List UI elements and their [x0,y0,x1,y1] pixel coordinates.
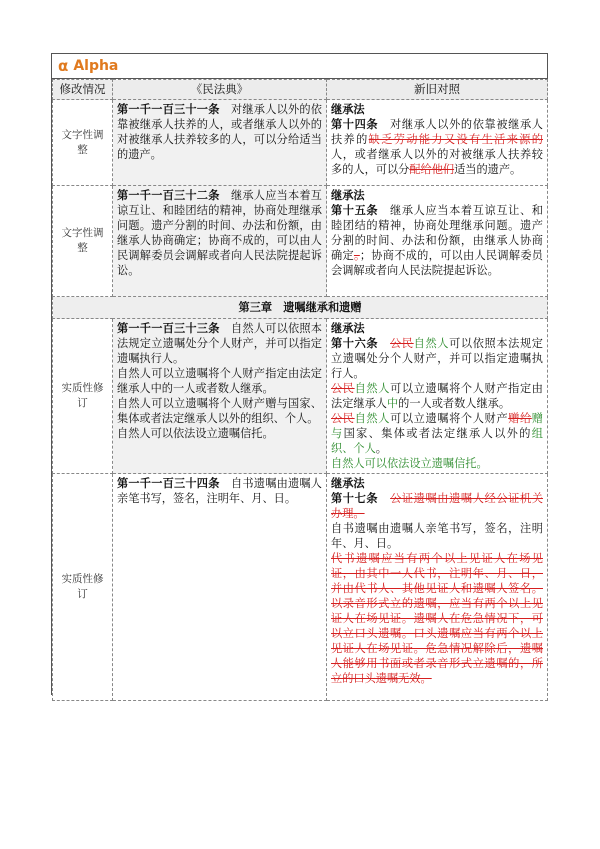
deleted-text: 配给他们 [409,163,455,176]
article-text: 自书遗嘱由遗嘱人亲笔书写，签名，注明年、月、日。 [331,522,543,550]
article-number: 第十四条 [331,117,379,131]
law-name: 继承法 [331,102,365,116]
text-run: 。 [375,442,387,455]
added-text: 自然人可以依法设立遗嘱信托。 [331,457,488,470]
comparison-cell [327,474,548,701]
comparison-cell [327,319,548,474]
change-type-cell: 文字性调整 [53,186,113,297]
text-run: 人，或者继承人以外的对被继承人扶养较多的人，可以分 [331,148,543,176]
article-text: 自然人可以依法设立遗嘱信托。 [117,427,274,440]
article-number: 第一千一百三十一条 [117,102,220,116]
change-type-cell: 文字性调整 [53,100,113,186]
added-text: 赠与 [331,412,543,440]
deleted-text: 代书遗嘱应当有两个以上见证人在场见证，由其中一人代书，注明年、月、日，并由代书人、其他见证人和遗嘱人签名。以录音形式立的遗嘱，应当有两个以上见证人在场见证。遗嘱人在危急情况下，可以立口头遗嘱。口头遗嘱应当有两个以上见证人在场见证。危急情况解除后，遗嘱人能够用书面或者录音形式立遗嘱的，所立的口头遗嘱无效。 [331,552,543,685]
law-name: 继承法 [331,476,365,490]
article-text: 自然人可以依照本法规定立遗嘱处分个人财产，并可以指定遗嘱执行人。 [117,322,322,365]
table-row [53,319,548,474]
text-run: 的一人或者数人继承。 [398,397,511,410]
article-text: 自然人可以立遗嘱将个人财产指定由法定继承人中的一人或者数人继承。 [117,367,322,395]
comparison-cell [327,100,548,186]
change-type-cell: 实质性修订 [53,319,113,474]
text-run: 适当的遗产。 [454,163,522,176]
alpha-logo-icon: α [58,57,69,75]
text-run: 可以依照本法规定立遗嘱处分个人财产，并可以指定遗嘱执行人。 [331,337,543,380]
added-text: 自然人 [413,337,450,350]
header-change-type: 修改情况 [53,80,113,100]
deleted-text: 公民 [331,382,355,395]
civil-code-cell [113,100,327,186]
civil-code-cell [113,319,327,474]
article-number: 第一千一百三十三条 [117,321,220,335]
header-comparison: 新旧对照 [327,80,548,100]
deleted-text: 公民 [331,412,355,425]
civil-code-cell [113,186,327,297]
change-type-cell: 实质性修订 [53,474,113,701]
added-text: 自然人 [354,412,391,425]
article-number: 第一千一百三十二条 [117,188,220,202]
article-text: 继承人应当本着互谅互让、和睦团结的精神，协商处理继承问题。遗产分割的时间、办法和份额，由继承人协商确定；协商不成的，可以由人民调解委员会调解或者向人民法院提起诉讼。 [117,189,322,277]
article-number: 第十七条 [331,491,379,505]
deleted-text: 赠给 [508,412,532,425]
table-row [53,100,548,186]
brand-name: Alpha [73,58,119,74]
article-text: 自书遗嘱由遗嘱人亲笔书写，签名，注明年、月、日。 [117,477,322,505]
article-number: 第十五条 [331,203,379,217]
text-run: ；协商不成的，可以由人民调解委员会调解或者向人民法院提起诉讼。 [331,249,543,277]
text-run: 继承人应当本着互谅互让、和睦团结的精神，协商处理继承问题。遗产分割的时间、办法和份额，由继承人协商确定 [331,204,543,262]
deleted-text: 公证遗嘱由遗嘱人经公证机关办理。 [331,492,543,520]
table-header-row [53,80,548,100]
text-run: 对继承人以外的依靠被继承人扶养的 [331,118,543,146]
chapter-title: 第三章 遗嘱继承和遗赠 [53,297,548,319]
article-text: 自然人可以立遗嘱将个人财产赠与国家、集体或者法定继承人以外的组织、个人。 [117,397,322,425]
added-text: 自然人 [354,382,391,395]
brand-bar [52,54,547,79]
text-run: 可以立遗嘱将个人财产 [390,412,509,425]
text-run: 国家、集体或者法定继承人以外的 [343,427,532,440]
comparison-table [52,79,548,701]
comparison-cell [327,186,548,297]
chapter-row [53,297,548,319]
table-row [53,474,548,701]
law-name: 继承法 [331,321,365,335]
deleted-text: 公民 [390,337,414,350]
article-number: 第十六条 [331,336,379,350]
law-name: 继承法 [331,188,365,202]
header-civil-code: 《民法典》 [113,80,327,100]
civil-code-cell [113,474,327,701]
added-text: 组织、个人 [331,427,543,455]
article-number: 第一千一百三十四条 [117,476,220,490]
added-text: 中 [386,397,399,410]
article-text: 对继承人以外的依靠被继承人扶养的人，或者继承人以外的对被继承人扶养较多的人，可以分给适当的遗产。 [117,103,322,161]
document-frame [51,53,548,695]
text-run: 可以立遗嘱将个人财产指定由法定继承人 [331,382,543,410]
table-row [53,186,548,297]
deleted-text: 缺乏劳动能力又没有生活来源的 [368,133,543,146]
deleted-text: 。 [353,249,360,262]
